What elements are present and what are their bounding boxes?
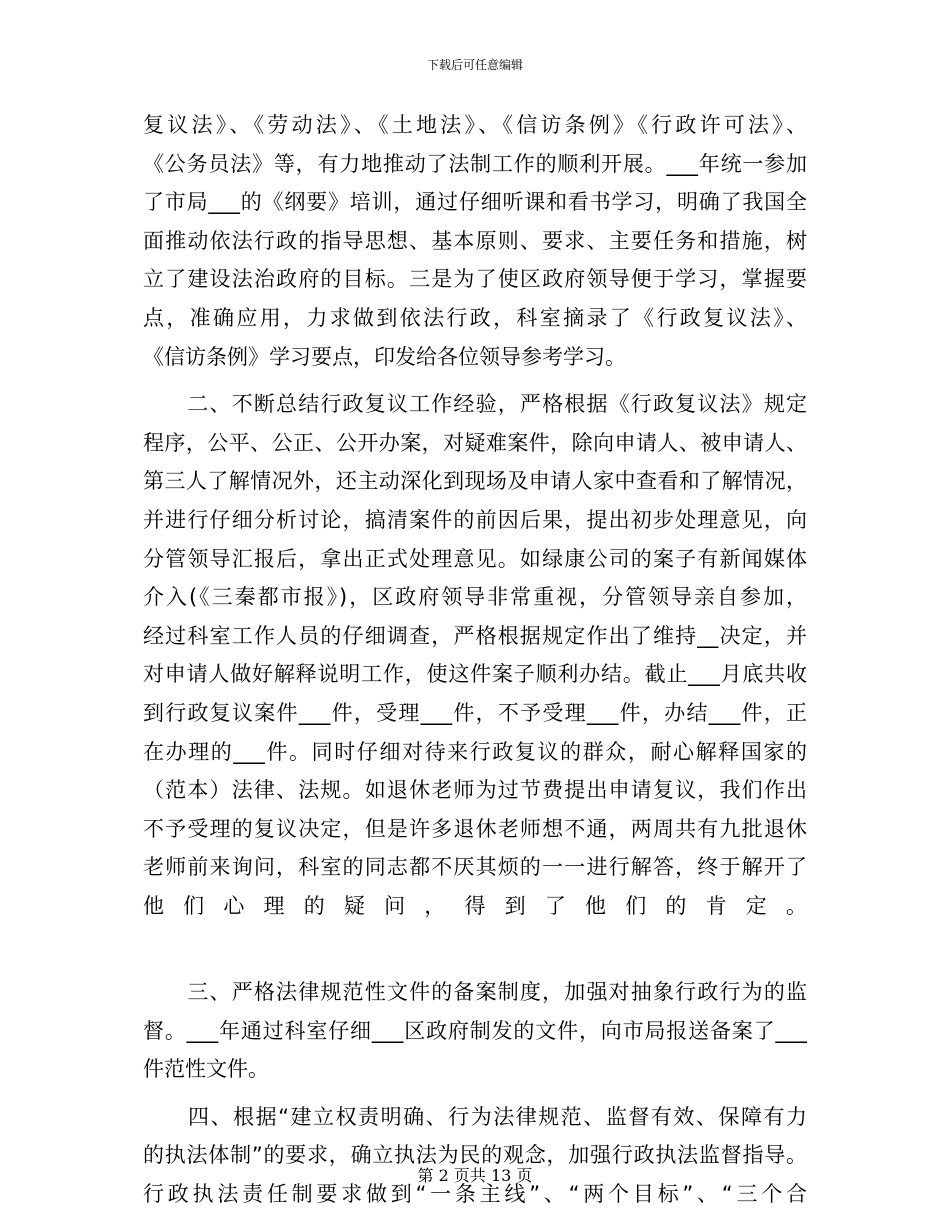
text-line: 程序，公平、公正、公开办案，对疑难案件，除向申请人、被申请人、 [143,430,807,455]
text-line: 二、不断总结行政复议工作经验，严格根据《行政复议法》规定 [143,392,807,417]
paragraph-4 [143,1098,807,1214]
text-line: 经过科室工作人员的仔细调查，严格根据规定作出了维持__决定，并 [143,623,807,648]
text-line: 行政执法责任制要求做到“一条主线”、“两个目标”、“三个合 [143,1182,807,1207]
text-line: 面推动依法行政的指导思想、基本原则、要求、主要任务和措施，树 [143,228,807,253]
text-line: 在办理的___件。同时仔细对待来行政复议的群众，耐心解释国家的 [143,739,807,764]
document-body [143,106,807,1214]
paragraph-2 [143,385,807,964]
page-number-footer: 第 2 页共 13 页 [417,1166,533,1185]
text-line: 立了建设法治政府的目标。三是为了使区政府领导便于学习，掌握要 [143,267,807,292]
text-line: 的执法体制”的要求，确立执法为民的观念，加强行政执法监督指导。 [143,1143,807,1168]
text-line: 三、严格法律规范性文件的备案制度，加强对抽象行政行为的监 [143,980,807,1005]
text-line: 分管领导汇报后，拿出正式处理意见。如绿康公司的案子有新闻媒体 [143,546,807,571]
text-line: 复议法》、《劳动法》、《土地法》、《信访条例》《行政许可法》、 [143,113,807,137]
text-line: 了市局___的《纲要》培训，通过仔细听课和看书学习，明确了我国全 [143,190,807,215]
text-line: 督。___年通过科室仔细___区政府制发的文件，向市局报送备案了___ [143,1018,807,1043]
text-line: 第三人了解情况外，还主动深化到现场及申请人家中查看和了解情况， [143,469,807,494]
text-line: 到行政复议案件___件，受理___件，不予受理___件，办结___件，正 [143,700,807,725]
text-line: 对申请人做好解释说明工作，使这件案子顺利办结。截止___月底共收 [143,662,807,687]
text-line: 件范性文件。 [143,1057,269,1082]
paragraph-1 [143,106,807,376]
text-line: 点，准确应用，力求做到依法行政，科室摘录了《行政复议法》、 [143,305,807,330]
paragraph-3 [143,973,807,1089]
text-line: 并进行仔细分析讨论，搞清案件的前因后果，提出初步处理意见，向 [143,507,807,532]
text-line: 四、根据“建立权责明确、行为法律规范、监督有效、保障有力 [143,1104,807,1129]
text-line: （范本）法律、法规。如退休老师为过节费提出申请复议，我们作出 [143,778,807,803]
text-line: 他们心理的疑问，得到了他们的肯定。 [143,893,807,918]
text-line: 《信访条例》学习要点，印发给各位领导参考学习。 [143,344,626,369]
text-line: 不予受理的复议决定，但是许多退休老师想不通，两周共有九批退休 [143,816,807,841]
text-line [143,925,807,964]
page-header: 下载后可任意编辑 [426,58,523,72]
text-line: 介入(《三秦都市报》)，区政府领导非常重视，分管领导亲自参加， [143,585,807,610]
text-line: 老师前来询问，科室的同志都不厌其烦的一一进行解答，终于解开了 [143,855,807,880]
text-line: 《公务员法》等，有力地推动了法制工作的顺利开展。___年统一参加 [143,151,807,176]
